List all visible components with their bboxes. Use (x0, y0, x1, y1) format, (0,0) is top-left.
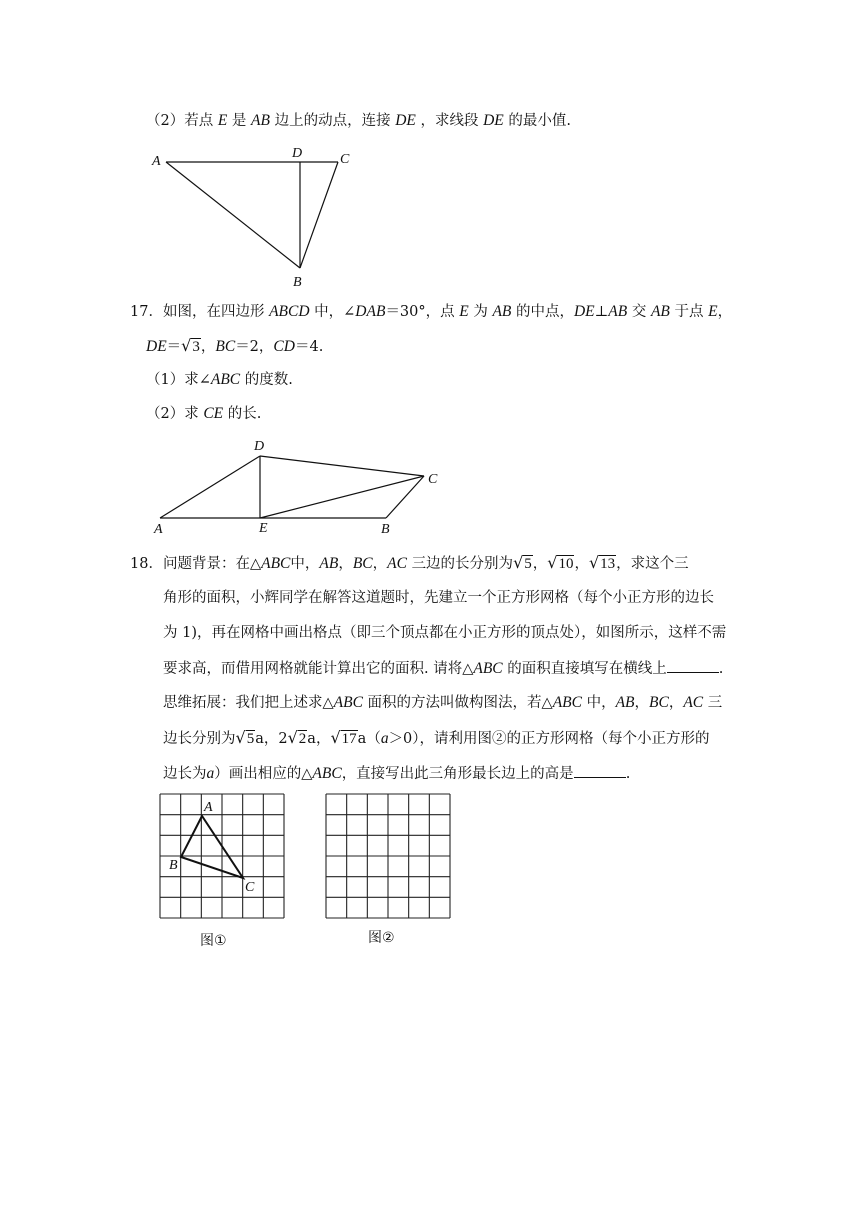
var-DE: DE (483, 112, 504, 129)
var-E: E (217, 112, 228, 129)
label-C: C (245, 880, 255, 895)
triangle-ABC (181, 816, 243, 878)
segment-EC (260, 476, 424, 518)
text: 为 (473, 304, 488, 320)
var-AB: AB (615, 694, 635, 711)
text: 的长. (227, 406, 262, 422)
text: ， (338, 556, 353, 572)
q18-line3 (163, 623, 726, 643)
sqrt-13: √13 (588, 553, 616, 572)
radicand: 13 (600, 556, 616, 572)
var-CE: CE (203, 405, 224, 422)
text: 边长为 (163, 766, 207, 782)
q18-line4 (163, 658, 723, 679)
text: ＝2， (235, 339, 274, 355)
q17-part1 (146, 370, 293, 390)
text: 边长分别为 (163, 731, 236, 747)
label-B: B (381, 522, 390, 537)
text: 问题背景：在△ (162, 556, 262, 572)
q18-line6 (163, 728, 710, 749)
q17-part2 (146, 404, 261, 424)
label-B: B (293, 275, 302, 290)
label-B: B (169, 858, 178, 873)
text: ＞0），请利用图②的正方形网格（每个小正方形的 (388, 731, 710, 747)
var-ABC: ABC (210, 371, 241, 388)
text: ＝ (166, 339, 182, 355)
text: 中，∠ (314, 304, 356, 320)
var-AB: AB (492, 303, 512, 320)
text: ，求这个三 (616, 556, 689, 572)
text: （1）求∠ (146, 372, 211, 388)
text: 的中点， (515, 304, 574, 320)
q17-line1 (130, 302, 732, 322)
sqrt-5: √5 (235, 728, 255, 747)
label-C: C (428, 472, 438, 487)
grid-lines (326, 794, 450, 918)
text: 中， (586, 695, 616, 711)
unit-a: a (255, 731, 264, 747)
var-AB: AB (608, 303, 628, 320)
unit-a: a (307, 731, 316, 747)
label-A: A (152, 154, 161, 169)
text: ）画出相应的△ (214, 766, 313, 782)
text: 交 (631, 304, 647, 320)
segment-CB (300, 162, 338, 268)
var-ABCD: ABCD (269, 303, 310, 320)
segment-AB (166, 162, 300, 268)
label-D: D (254, 439, 265, 454)
text: ， (315, 731, 331, 747)
var-ABC: ABC (333, 694, 363, 711)
question-number: 18． (130, 556, 163, 572)
text: ，求线段 (420, 113, 479, 129)
text: 思维拓展：我们把上述求△ (163, 695, 334, 711)
segment-DC (260, 456, 424, 476)
radicand: 5 (246, 731, 255, 747)
figure-q17 (148, 436, 448, 540)
radicand: 3 (192, 339, 200, 355)
text: ， (372, 556, 388, 572)
segment-BC (386, 476, 424, 518)
text: ，直接写出此三角形最长边上的高是 (341, 766, 574, 782)
text: ， (717, 304, 733, 320)
var-AB: AB (650, 303, 670, 320)
figure-q16 (148, 144, 368, 292)
var-AC: AC (683, 694, 704, 711)
q18-line1: 18．问题背景：在△ABC中，AB，BC，AC 三边的长分别为√5，√10，√13，求这个三 (130, 553, 689, 572)
text: 中， (290, 556, 320, 572)
text: （ (366, 731, 381, 747)
grid-lines (160, 794, 284, 918)
var-DAB: DAB (355, 303, 386, 320)
sqrt-3: √3 (181, 336, 200, 355)
text: 的面积直接填写在横线上 (507, 661, 667, 677)
var-BC: BC (215, 338, 236, 355)
text: ＝4. (294, 339, 324, 355)
q16-part2-text (146, 111, 571, 131)
var-CD: CD (273, 338, 295, 355)
text: ⊥ (594, 304, 609, 320)
label-A: A (204, 800, 213, 815)
text: 三边的长分别为 (411, 556, 514, 572)
var-DE: DE (573, 303, 595, 320)
text: 为 1)，再在网格中画出格点（即三个顶点都在小正方形的顶点处），如图所示，这样不需 (163, 625, 727, 641)
var-AB: AB (251, 112, 270, 129)
text: 的最小值. (508, 113, 571, 129)
figure-grid-2 (322, 790, 454, 922)
var-ABC: ABC (312, 765, 342, 782)
label-C: C (340, 152, 350, 167)
text: ＝30°，点 (385, 304, 455, 320)
sqrt-10: √10 (547, 553, 574, 572)
text: . (625, 766, 631, 782)
radicand: 17 (341, 731, 357, 747)
figure-grid-1 (156, 790, 288, 922)
unit-a: a (357, 731, 367, 747)
answer-blank-area[interactable] (667, 658, 719, 673)
text: ，2 (263, 731, 288, 747)
radicand: 10 (558, 556, 574, 572)
text: ， (668, 695, 684, 711)
q18-line5 (163, 693, 722, 713)
text: 是 (231, 113, 247, 129)
var-ABC: ABC (261, 555, 291, 572)
var-a: a (380, 730, 389, 747)
text: 边上的动点，连接 (274, 113, 391, 129)
text: 的度数. (244, 372, 293, 388)
caption-figure-1: 图① (200, 933, 227, 949)
var-ABC: ABC (473, 660, 503, 677)
text: . (718, 661, 724, 677)
sqrt-17: √17 (330, 728, 357, 747)
text: 三 (707, 695, 723, 711)
sqrt-2: √2 (287, 728, 307, 747)
label-D: D (292, 146, 303, 161)
sqrt-5: √5 (513, 553, 532, 572)
q17-line2: DE＝√3，BC＝2，CD＝4. (146, 336, 324, 355)
radicand: 2 (298, 731, 307, 747)
caption-figure-2: 图② (368, 930, 395, 946)
var-AB: AB (319, 555, 339, 572)
label-E: E (259, 521, 268, 536)
question-number: 17． (130, 304, 163, 320)
text: （2）若点 (146, 113, 214, 129)
text: 于点 (674, 304, 704, 320)
text: 角形的面积，小辉同学在解答这道题时，先建立一个正方形网格（每个小正方形的边长 (163, 590, 714, 606)
text: 要求高，而借用网格就能计算出它的面积. 请将△ (163, 661, 474, 677)
text: ， (634, 695, 650, 711)
radicand: 5 (524, 556, 532, 572)
var-BC: BC (352, 555, 373, 572)
answer-blank-height[interactable] (574, 763, 626, 778)
var-BC: BC (649, 694, 669, 711)
var-E: E (708, 303, 718, 320)
var-AC: AC (387, 555, 407, 572)
var-E: E (459, 303, 469, 320)
q18-line2 (163, 588, 714, 608)
var-ABC: ABC (552, 694, 582, 711)
var-DE: DE (146, 338, 167, 355)
var-a: a (206, 765, 215, 782)
text: 如图，在四边形 (162, 304, 265, 320)
text: 面积的方法叫做构图法，若△ (367, 695, 553, 711)
q18-line7 (163, 763, 630, 784)
segment-AD (160, 456, 260, 518)
label-A: A (154, 522, 163, 537)
text: （2）求 (146, 406, 199, 422)
var-DE: DE (395, 112, 416, 129)
